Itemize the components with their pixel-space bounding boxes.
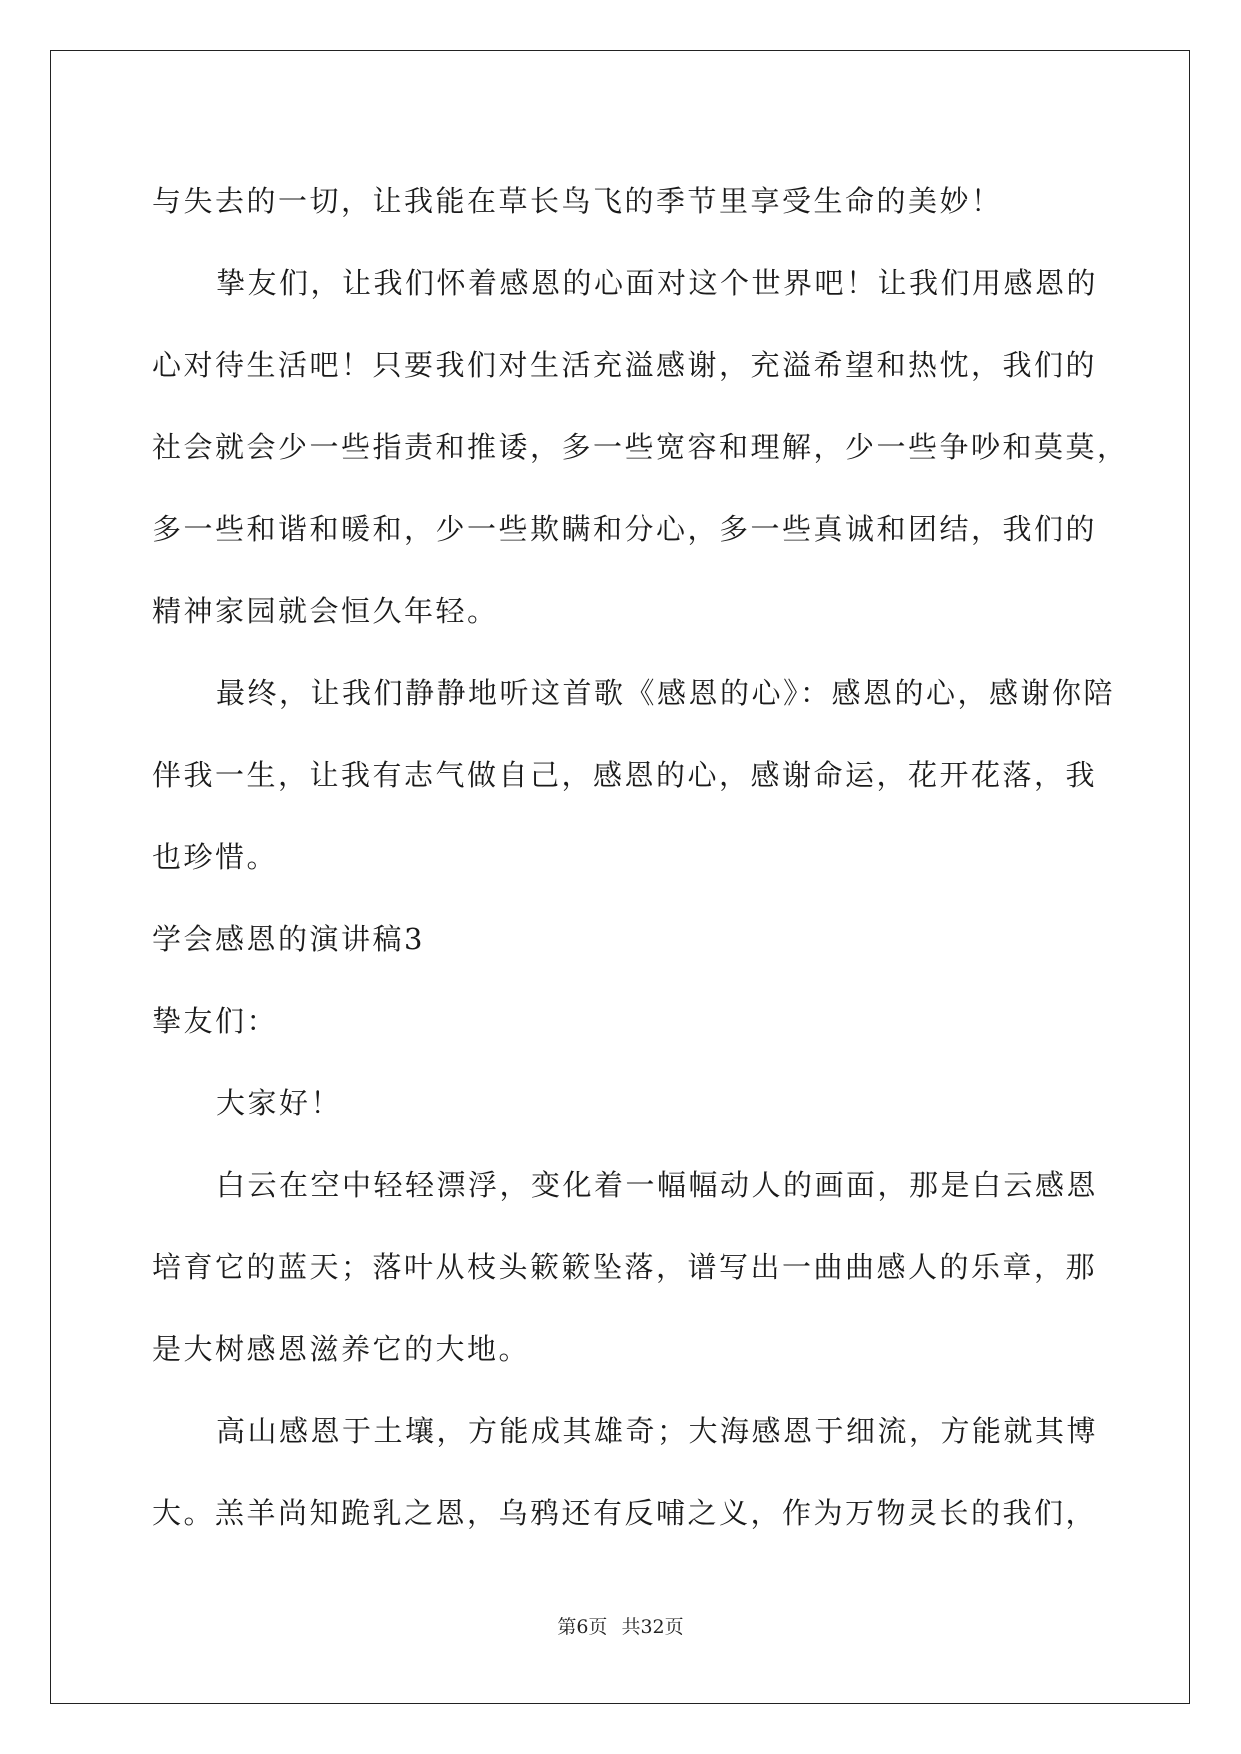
paragraph-2-line-2: 也珍惜。: [152, 840, 279, 874]
paragraph-1-line-4: 精神家园就会恒久年轻。: [152, 594, 499, 628]
paragraph-5-line-0: 大家好！: [216, 1086, 343, 1120]
page-footer: [0, 1612, 1241, 1639]
paragraph-0-line-0: 与失去的一切，让我能在草长鸟飞的季节里享受生命的美妙！: [152, 184, 1003, 218]
paragraph-1-line-0: 挚友们，让我们怀着感恩的心面对这个世界吧！让我们用感恩的: [216, 266, 1099, 300]
paragraph-7-line-1: 大。羔羊尚知跪乳之恩，乌鸦还有反哺之义，作为万物灵长的我们，: [152, 1496, 1098, 1530]
paragraph-1-line-3: 多一些和谐和暖和，少一些欺瞒和分心，多一些真诚和团结，我们的: [152, 512, 1098, 546]
page-number: 第6页: [557, 1616, 608, 1638]
paragraph-2-line-0: 最终，让我们静静地听这首歌《感恩的心》：感恩的心，感谢你陪: [216, 676, 1116, 710]
paragraph-7-line-0: 高山感恩于土壤，方能成其雄奇；大海感恩于细流，方能就其博: [216, 1414, 1099, 1448]
paragraph-6-line-2: 是大树感恩滋养它的大地。: [152, 1332, 531, 1366]
document-body: [152, 160, 1129, 1554]
paragraph-4-line-0: 挚友们：: [152, 1004, 279, 1038]
paragraph-3-line-0: 学会感恩的演讲稿3: [152, 922, 425, 956]
paragraph-2-line-1: 伴我一生，让我有志气做自己，感恩的心，感谢命运，花开花落，我: [152, 758, 1098, 792]
paragraph-1-line-2: 社会就会少一些指责和推诿，多一些宽容和理解，少一些争吵和莫莫，: [152, 430, 1129, 464]
paragraph-6-line-1: 培育它的蓝天；落叶从枝头簌簌坠落，谱写出一曲曲感人的乐章，那: [152, 1250, 1098, 1284]
paragraph-1-line-1: 心对待生活吧！只要我们对生活充溢感谢，充溢希望和热忱，我们的: [152, 348, 1098, 382]
page-total: 共32页: [621, 1616, 684, 1638]
paragraph-6-line-0: 白云在空中轻轻漂浮，变化着一幅幅动人的画面，那是白云感恩: [216, 1168, 1099, 1202]
